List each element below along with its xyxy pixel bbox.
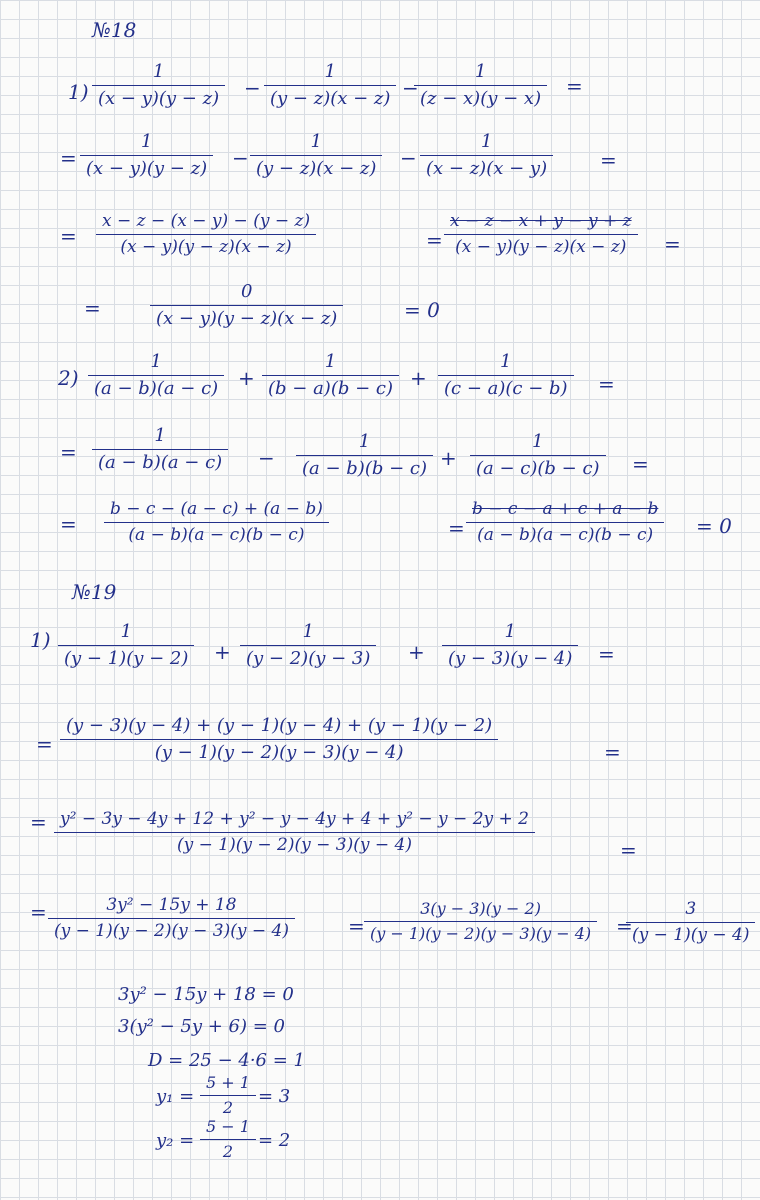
fraction-bar [240, 645, 376, 646]
fraction-bar [264, 85, 396, 86]
fraction-18-3-2 [444, 212, 638, 256]
equals-sign: = [632, 452, 649, 476]
numerator: 1 [302, 621, 314, 642]
fraction-bar [80, 155, 213, 156]
numerator: 5 + 1 [206, 1073, 250, 1092]
equals-sign: = [664, 232, 681, 256]
operator: + [410, 366, 427, 390]
equals-sign: = [30, 900, 47, 924]
fraction-18-4-1 [150, 282, 343, 329]
numerator: 1 [532, 431, 544, 452]
fraction-18-1-2 [264, 62, 396, 109]
operator: − [258, 446, 275, 470]
denominator: (y − z)(x − z) [256, 157, 377, 179]
denominator: (y − 3)(y − 4) [448, 647, 573, 669]
fraction-18b-1-2 [262, 352, 399, 399]
denominator: (y − 1)(y − 2)(y − 3)(y − 4) [177, 834, 412, 855]
fraction-bar [58, 645, 194, 646]
work-line-1: 3y² − 15y + 18 = 0 [118, 984, 294, 1005]
denominator: (y − 1)(y − 4) [632, 924, 750, 945]
numerator: 1 [324, 351, 337, 372]
fraction-19-4-1 [48, 896, 295, 940]
numerator: 5 − 1 [206, 1117, 250, 1136]
numerator: 0 [240, 281, 253, 302]
fraction-bar [444, 234, 638, 235]
equals-sign: = [60, 512, 77, 536]
fraction-bar [92, 85, 225, 86]
result: = 0 [696, 514, 732, 538]
fraction-bar [364, 921, 597, 922]
fraction-bar [92, 449, 228, 450]
fraction-bar [414, 85, 547, 86]
denominator: (a − b)(a − c) [98, 451, 223, 473]
part-1-label: 1) [30, 628, 51, 652]
numerator: 1 [480, 131, 493, 152]
equals-sign: = [60, 146, 77, 170]
numerator: 1 [358, 431, 371, 452]
denominator: 2 [222, 1141, 234, 1161]
numerator: 1 [140, 131, 153, 152]
denominator: (y − 1)(y − 2)(y − 3)(y − 4) [154, 741, 404, 763]
equals-sign: = [620, 838, 637, 862]
numerator: y² − 3y − 4y + 12 + y² − y − 4y + 4 + y² − y − 2y + 2 [60, 809, 529, 829]
numerator: 1 [500, 351, 512, 372]
part-1-label: 1) [68, 80, 89, 104]
equals-sign: = [84, 296, 101, 320]
equals-sign: = [448, 516, 465, 540]
fraction-18-3-1 [96, 212, 316, 256]
fraction-19-1-2 [240, 622, 376, 669]
fraction-18-2-2 [250, 132, 382, 179]
denominator: (a − c)(b − c) [476, 457, 600, 479]
equals-sign: = [598, 372, 615, 396]
fraction-19-4-3 [626, 900, 755, 944]
equals-sign: = [60, 440, 77, 464]
denominator: 2 [222, 1097, 234, 1117]
fraction-root-2 [200, 1118, 256, 1160]
denominator: (x − y)(y − z)(x − z) [455, 236, 627, 257]
equals-sign: = [600, 148, 617, 172]
denominator: (x − y)(y − z) [98, 87, 220, 109]
fraction-bar [250, 155, 382, 156]
equals-sign: = [616, 914, 633, 938]
operator: − [244, 76, 261, 100]
fraction-18-1-3 [414, 62, 547, 109]
numerator: 3y² − 15y + 18 [106, 895, 237, 915]
work-line-5-rhs: = 2 [258, 1130, 291, 1151]
fraction-bar [48, 918, 295, 919]
fraction-bar [438, 375, 574, 376]
equals-sign: = [604, 740, 621, 764]
operator: − [402, 76, 419, 100]
numerator: (y − 3)(y − 4) + (y − 1)(y − 4) + (y − 1)(y − 2) [66, 715, 493, 736]
operator: − [232, 146, 249, 170]
numerator: x − z − (x − y) − (y − z) [102, 211, 311, 231]
fraction-bar [60, 739, 498, 740]
fraction-bar [296, 455, 433, 456]
denominator: (y − 1)(y − 2)(y − 3)(y − 4) [54, 920, 289, 941]
numerator: 1 [324, 61, 336, 82]
fraction-bar [54, 832, 535, 833]
fraction-bar [88, 375, 224, 376]
numerator: x − z − x + y − y + z [450, 211, 632, 231]
fraction-bar [200, 1139, 256, 1140]
denominator: (x − y)(y − z) [86, 157, 208, 179]
fraction-18b-2-1 [92, 426, 228, 473]
fraction-19-3-1 [54, 810, 535, 854]
fraction-bar [96, 234, 316, 235]
numerator: 1 [120, 621, 132, 642]
fraction-bar [466, 522, 664, 523]
denominator: (y − 2)(y − 3) [246, 647, 371, 669]
numerator: b − c − a + c + a − b [472, 499, 659, 519]
fraction-18-1-1 [92, 62, 225, 109]
fraction-19-2-1 [60, 716, 498, 763]
fraction-bar [262, 375, 399, 376]
operator: + [214, 640, 231, 664]
fraction-18b-1-1 [88, 352, 224, 399]
fraction-19-1-1 [58, 622, 194, 669]
numerator: 1 [154, 425, 166, 446]
operator: − [400, 146, 417, 170]
operator: + [440, 446, 457, 470]
work-line-3: D = 25 − 4·6 = 1 [148, 1050, 305, 1071]
numerator: b − c − (a − c) + (a − b) [110, 499, 323, 519]
fraction-18b-1-3 [438, 352, 574, 399]
denominator: (x − y)(y − z)(x − z) [156, 307, 338, 329]
work-line-4-lhs: y₁ = [156, 1086, 195, 1107]
denominator: (b − a)(b − c) [268, 377, 393, 399]
equals-sign: = [30, 810, 47, 834]
denominator: (a − b)(a − c)(b − c) [477, 524, 654, 545]
denominator: (c − a)(c − b) [444, 377, 568, 399]
fraction-bar [470, 455, 606, 456]
result: = 0 [404, 298, 440, 322]
fraction-18-2-3 [420, 132, 553, 179]
problem-18-label: №18 [92, 18, 137, 42]
denominator: (a − b)(b − c) [302, 457, 427, 479]
fraction-18b-2-3 [470, 432, 606, 479]
work-line-5-lhs: y₂ = [156, 1130, 195, 1151]
denominator: (x − y)(y − z)(x − z) [120, 236, 292, 257]
numerator: 1 [150, 351, 162, 372]
fraction-root-1 [200, 1074, 256, 1116]
equals-sign: = [36, 732, 53, 756]
fraction-18b-3-1 [104, 500, 329, 544]
fraction-bar [420, 155, 553, 156]
fraction-bar [150, 305, 343, 306]
numerator: 1 [474, 61, 487, 82]
fraction-19-1-3 [442, 622, 578, 669]
fraction-bar [200, 1095, 256, 1096]
fraction-18b-3-2 [466, 500, 664, 544]
numerator: 3 [685, 899, 697, 919]
fraction-18-2-1 [80, 132, 213, 179]
fraction-bar [626, 922, 755, 923]
numerator: 1 [310, 131, 322, 152]
numerator: 1 [152, 61, 165, 82]
fraction-19-4-2 [364, 900, 597, 942]
denominator: (y − 1)(y − 2) [64, 647, 189, 669]
denominator: (x − z)(x − y) [426, 157, 548, 179]
part-2-label: 2) [58, 366, 79, 390]
denominator: (y − 1)(y − 2)(y − 3)(y − 4) [370, 923, 592, 943]
denominator: (y − z)(x − z) [270, 87, 391, 109]
work-line-2: 3(y² − 5y + 6) = 0 [118, 1016, 285, 1037]
fraction-bar [442, 645, 578, 646]
fraction-18b-2-2 [296, 432, 433, 479]
equals-sign: = [566, 74, 583, 98]
problem-19-label: №19 [72, 580, 117, 604]
equals-sign: = [348, 914, 365, 938]
denominator: (a − b)(a − c) [94, 377, 219, 399]
equals-sign: = [426, 228, 443, 252]
work-line-4-rhs: = 3 [258, 1086, 291, 1107]
equals-sign: = [598, 642, 615, 666]
operator: + [238, 366, 255, 390]
fraction-bar [104, 522, 329, 523]
numerator: 1 [504, 621, 516, 642]
operator: + [408, 640, 425, 664]
numerator: 3(y − 3)(y − 2) [420, 899, 541, 918]
equals-sign: = [60, 224, 77, 248]
denominator: (a − b)(a − c)(b − c) [128, 524, 305, 545]
denominator: (z − x)(y − x) [420, 87, 542, 109]
